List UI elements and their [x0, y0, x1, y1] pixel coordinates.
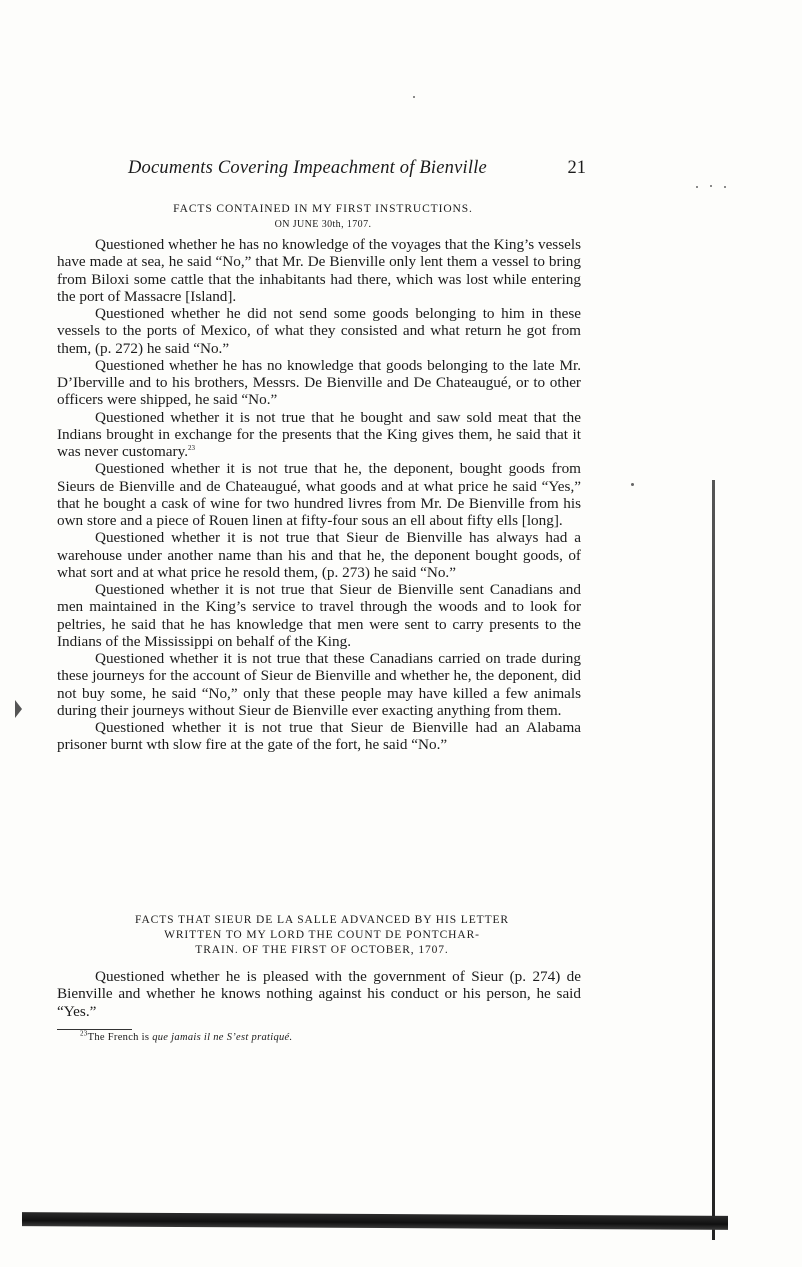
running-head: Documents Covering Impeachment of Bienville — [128, 158, 487, 178]
footnote-reference: 23 — [188, 443, 196, 452]
scan-edge-bottom — [22, 1212, 728, 1230]
section-heading-first-instructions — [110, 202, 536, 232]
section-body-la-salle-letter — [57, 968, 581, 1020]
heading-line: FACTS THAT SIEUR DE LA SALLE ADVANCED BY HIS LETTER — [135, 914, 509, 926]
paragraph: Questioned whether it is not true that he, the deponent, bought goods from Sieurs de Bienville and de Chateaugué, what goods and at what price he said “Yes,” that he bought a cask of wine for two hundred livres from Mr. De Bienville from his own store and a piece of Rouen linen at fifty-four sous an ell about fifty ells [long]. — [57, 460, 581, 529]
footnote-divider — [57, 1029, 132, 1030]
section-heading-la-salle-letter — [60, 913, 584, 958]
scan-speck — [631, 483, 634, 486]
footnote-french-quote: que jamais il ne S’est pratiqué. — [152, 1032, 293, 1043]
paragraph: Questioned whether it is not true that Sieur de Bienville had an Alabama prisoner burnt wth slow fire at the gate of the fort, he said “No.” — [57, 719, 581, 754]
paragraph-with-footnote — [57, 409, 581, 461]
heading-line: FACTS CONTAINED IN MY FIRST INSTRUCTIONS. — [173, 203, 473, 215]
scan-marker-triangle-icon — [15, 700, 22, 718]
footnote-number: 23 — [80, 1029, 88, 1038]
heading-line: TRAIN. OF THE FIRST OF OCTOBER, 1707. — [195, 944, 449, 956]
footnote-lead: The French is — [87, 1032, 150, 1043]
heading-line: WRITTEN TO MY LORD THE COUNT DE PONTCHAR- — [164, 929, 480, 941]
paragraph: Questioned whether he has no knowledge of the voyages that the King’s vessels have made at sea, he said “No,” that Mr. De Bienville only lent them a vessel to bring from Biloxi some cattle that the inhabitants had there, which was lost while entering the port of Massacre [Island]. — [57, 236, 581, 305]
paragraph: Questioned whether it is not true that these Canadians carried on trade during these journeys for the account of Sieur de Bienville and whether he, the deponent, did not buy some, he said “No,” only that these people may have killed a few animals during their journeys without Sieur de Bienville ever exacting anything from them. — [57, 650, 581, 719]
scan-speck — [710, 185, 712, 187]
page-number: 21 — [567, 158, 586, 178]
paragraph: Questioned whether it is not true that Sieur de Bienville has always had a warehouse under another name than his and that he, the deponent bought goods, of what sort and at what price he resold them, (p. 273) he said “No.” — [57, 529, 581, 581]
scan-speck — [696, 186, 698, 188]
paragraph: Questioned whether he has no knowledge that goods belonging to the late Mr. D’Iberville and to his brothers, Messrs. De Bienville and De Chateaugué, or to other officers were shipped, he said “No.” — [57, 356, 581, 409]
scan-speck — [413, 96, 415, 98]
paragraph: Questioned whether it is not true that Sieur de Bienville sent Canadians and men maintained in the King’s service to travel through the woods and to look for peltries, he said that he has knowledge that men were sent to carry presents to the Indians of the Mississippi on behalf of the King. — [57, 581, 581, 650]
paragraph: Questioned whether he did not send some goods belonging to him in these vessels to the ports of Mexico, of what they consisted and what return he got from them, (p. 272) he said “No.” — [57, 305, 581, 357]
footnote — [80, 1029, 293, 1043]
paragraph-text: Questioned whether it is not true that he bought and saw sold meat that the Indians brought in exchange for the presents that the King gives them, he said that it was never customary. — [57, 408, 581, 460]
scan-edge-right — [712, 480, 715, 1240]
page-header — [100, 155, 586, 185]
heading-date-line: ON JUNE 30th, 1707. — [274, 219, 372, 230]
section-body-first-instructions — [57, 236, 581, 754]
scan-speck — [724, 186, 726, 188]
paragraph: Questioned whether he is pleased with the government of Sieur (p. 274) de Bienville and whether he knows nothing against his conduct or his person, he said “Yes.” — [57, 968, 581, 1020]
